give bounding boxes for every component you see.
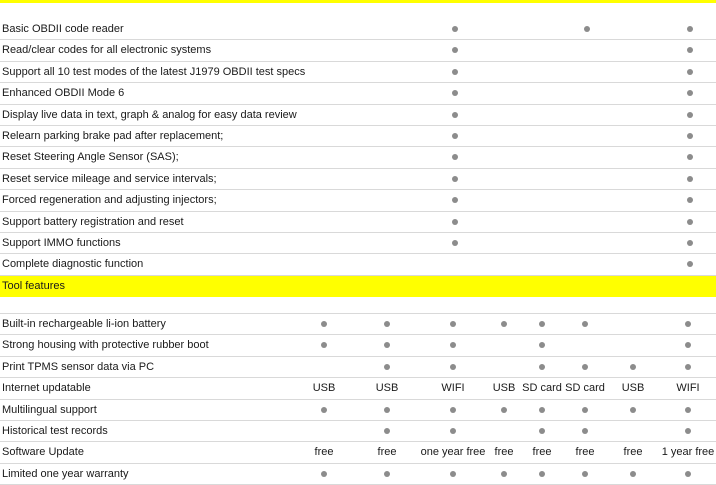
dot-icon [582,321,588,327]
dot-icon [687,69,693,75]
row-label: Internet updatable [2,382,91,395]
function-row [0,212,716,233]
feature-row [0,357,716,378]
check-dot-icon [687,147,693,168]
feature-row [0,335,716,356]
check-dot-icon [452,169,458,190]
dot-icon [685,342,691,348]
check-dot-icon [450,400,456,421]
check-dot-icon [450,464,456,485]
cell-value: USB [492,382,516,395]
dot-icon [687,133,693,139]
cell-value: WIFI [676,382,700,395]
check-dot-icon [384,400,390,421]
dot-icon [687,112,693,118]
dot-icon [452,90,458,96]
dot-icon [450,471,456,477]
check-dot-icon [452,147,458,168]
dot-icon [321,407,327,413]
dot-icon [450,321,456,327]
cell-value: free [532,446,552,459]
check-dot-icon [539,464,545,485]
function-row [0,190,716,211]
dot-icon [582,407,588,413]
dot-icon [687,219,693,225]
check-dot-icon [539,335,545,356]
dot-icon [450,428,456,434]
tool-features-heading [0,276,716,297]
cell-value: SD card [565,382,605,395]
check-dot-icon [582,357,588,378]
function-row [0,40,716,61]
cell-value: SD card [522,382,562,395]
check-dot-icon [685,400,691,421]
check-dot-icon [450,314,456,335]
check-dot-icon [452,62,458,83]
function-row [0,233,716,254]
check-dot-icon [687,169,693,190]
dot-icon [539,407,545,413]
dot-icon [384,471,390,477]
check-dot-icon [384,314,390,335]
check-dot-icon [685,335,691,356]
dot-icon [685,471,691,477]
check-dot-icon [582,464,588,485]
row-label: Forced regeneration and adjusting injectors; [2,194,217,207]
check-dot-icon [687,233,693,254]
dot-icon [452,219,458,225]
dot-icon [501,321,507,327]
check-dot-icon [452,126,458,147]
dot-icon [582,364,588,370]
check-dot-icon [687,105,693,126]
check-dot-icon [687,212,693,233]
check-dot-icon [452,233,458,254]
dot-icon [685,428,691,434]
dot-icon [384,428,390,434]
check-dot-icon [321,464,327,485]
dot-icon [687,261,693,267]
check-dot-icon [452,105,458,126]
check-dot-icon [450,335,456,356]
dot-icon [452,69,458,75]
function-row [0,126,716,147]
dot-icon [321,321,327,327]
dot-icon [685,407,691,413]
cell-value: USB [621,382,645,395]
check-dot-icon [452,40,458,61]
cell-value: USB [375,382,399,395]
dot-icon [687,26,693,32]
function-row [0,147,716,168]
feature-row [0,400,716,421]
dot-icon [687,197,693,203]
row-label: Read/clear codes for all electronic systems [2,44,212,57]
dot-icon [384,407,390,413]
dot-icon [321,471,327,477]
cell-value: USB [312,382,336,395]
check-dot-icon [384,421,390,442]
row-label: Support all 10 test modes of the latest J1979 OBDII test specs [2,65,306,78]
row-label: Complete diagnostic function [2,258,144,271]
check-dot-icon [685,357,691,378]
check-dot-icon [384,357,390,378]
function-row [0,169,716,190]
dot-icon [687,47,693,53]
function-row [0,254,716,275]
dot-icon [501,471,507,477]
spacer-row [0,297,716,314]
dot-icon [539,321,545,327]
cell-value: one year free [420,446,486,459]
dot-icon [687,176,693,182]
dot-icon [539,342,545,348]
dot-icon [582,428,588,434]
cell-value: free [377,446,397,459]
top-highlight-bar [0,0,716,3]
cell-value: WIFI [441,382,465,395]
dot-icon [452,26,458,32]
dot-icon [452,197,458,203]
row-label: Support battery registration and reset [2,215,184,228]
check-dot-icon [582,314,588,335]
dot-icon [384,321,390,327]
cell-value: free [575,446,595,459]
check-dot-icon [687,254,693,275]
check-dot-icon [450,421,456,442]
dot-icon [584,26,590,32]
feature-row [0,464,716,485]
dot-icon [630,471,636,477]
dot-icon [450,342,456,348]
check-dot-icon [687,83,693,104]
dot-icon [687,154,693,160]
dot-icon [452,47,458,53]
check-dot-icon [501,400,507,421]
dot-icon [685,321,691,327]
check-dot-icon [687,126,693,147]
check-dot-icon [582,400,588,421]
row-label: Multilingual support [2,403,97,416]
check-dot-icon [321,335,327,356]
check-dot-icon [685,421,691,442]
cell-value: free [623,446,643,459]
check-dot-icon [630,400,636,421]
check-dot-icon [630,357,636,378]
check-dot-icon [450,357,456,378]
check-dot-icon [452,83,458,104]
dot-icon [450,407,456,413]
row-label: Built-in rechargeable li-ion battery [2,318,166,330]
dot-icon [630,407,636,413]
feature-row [0,421,716,442]
dot-icon [687,90,693,96]
row-label: Enhanced OBDII Mode 6 [2,87,125,100]
check-dot-icon [384,335,390,356]
row-label: Reset service mileage and service intervals; [2,172,217,185]
dot-icon [452,154,458,160]
check-dot-icon [630,464,636,485]
check-dot-icon [539,357,545,378]
row-label: Limited one year warranty [2,467,129,480]
check-dot-icon [539,314,545,335]
dot-icon [685,364,691,370]
check-dot-icon [321,314,327,335]
check-dot-icon [384,464,390,485]
dot-icon [582,471,588,477]
dot-icon [450,364,456,370]
row-label: Software Update [2,446,84,459]
row-label: Display live data in text, graph & analog for easy data review [2,108,297,121]
dot-icon [539,471,545,477]
check-dot-icon [685,464,691,485]
row-label: Strong housing with protective rubber boot [2,339,209,352]
check-dot-icon [501,314,507,335]
check-dot-icon [687,62,693,83]
check-dot-icon [582,421,588,442]
dot-icon [687,240,693,246]
check-dot-icon [539,400,545,421]
row-label: Historical test records [2,425,108,437]
cell-value: free [494,446,514,459]
dot-icon [452,133,458,139]
function-row [0,62,716,83]
check-dot-icon [687,190,693,211]
check-dot-icon [685,314,691,335]
dot-icon [501,407,507,413]
dot-icon [384,364,390,370]
check-dot-icon [452,212,458,233]
function-row [0,105,716,126]
row-label: Print TPMS sensor data via PC [2,360,155,373]
function-row [0,19,716,40]
dot-icon [452,176,458,182]
check-dot-icon [501,464,507,485]
check-dot-icon [452,19,458,40]
dot-icon [321,342,327,348]
check-dot-icon [539,421,545,442]
dot-icon [384,342,390,348]
check-dot-icon [687,19,693,40]
row-label: Reset Steering Angle Sensor (SAS); [2,151,179,164]
dot-icon [452,112,458,118]
check-dot-icon [452,190,458,211]
cell-value: free [314,446,334,459]
feature-row [0,314,716,335]
dot-icon [539,364,545,370]
feature-row [0,378,716,399]
dot-icon [539,428,545,434]
cell-value: 1 year free [661,446,715,459]
check-dot-icon [584,19,590,40]
feature-row [0,442,716,463]
check-dot-icon [687,40,693,61]
row-label: Basic OBDII code reader [2,23,124,35]
section-title: Tool features [2,280,65,292]
row-label: Relearn parking brake pad after replacement; [2,130,224,142]
function-row [0,83,716,104]
dot-icon [452,240,458,246]
row-label: Support IMMO functions [2,237,121,249]
dot-icon [630,364,636,370]
check-dot-icon [321,400,327,421]
